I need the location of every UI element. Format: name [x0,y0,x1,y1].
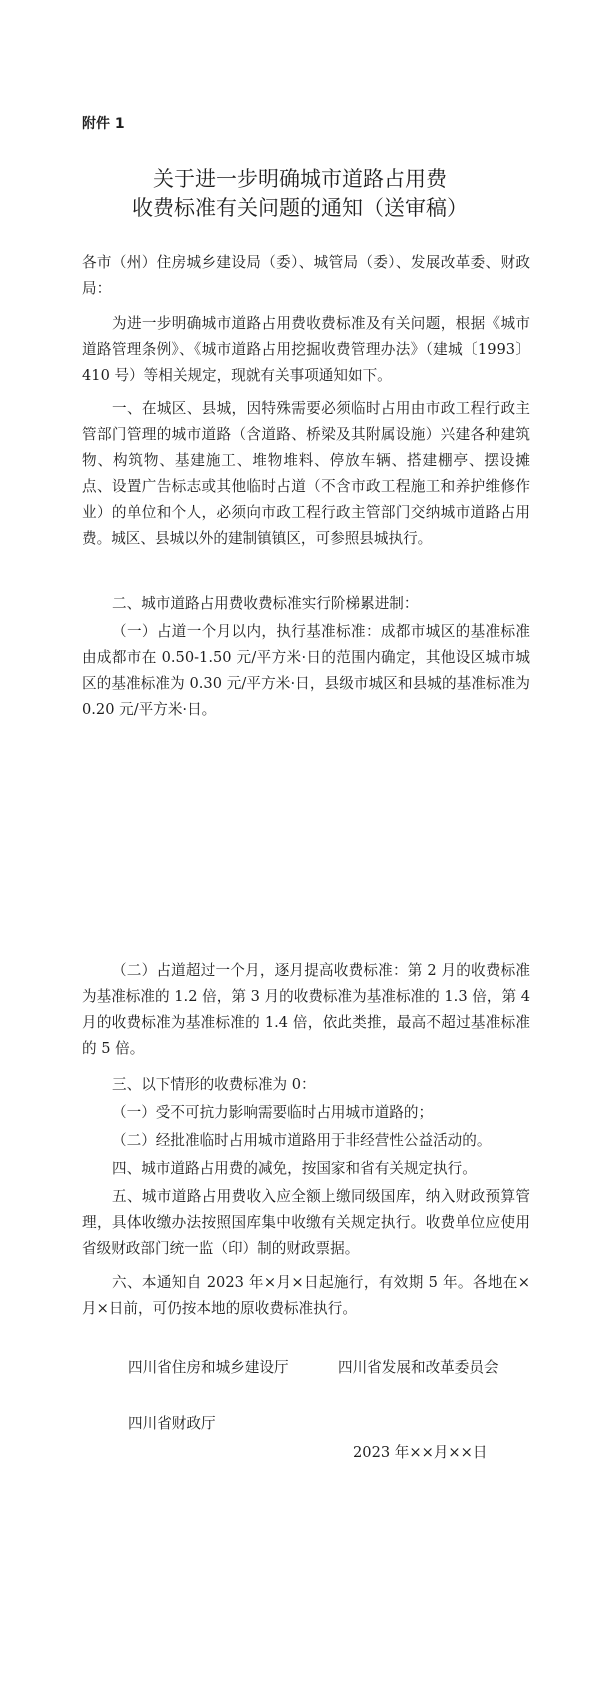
item-5-paragraph: 五、城市道路占用费收入应全额上缴同级国库，纳入财政预算管理，具体收缴办法按照国库集中收缴有关规定执行。收费单位应使用省级财政部门统一监（印）制的财政票据。 [82,1188,530,1257]
attachment-label: 附件 1 [82,116,125,132]
item-3-paragraph: 三、以下情形的收费标准为 0： [112,1076,316,1093]
item-6-paragraph: 六、本通知自 2023 年×月×日起施行，有效期 5 年。各地在×月×日前，可仍按本地的原收费标准执行。 [82,1274,530,1317]
intro-paragraph: 为进一步明确城市道路占用费收费标准及有关问题，根据《城市道路管理条例》、《城市道路占用挖掘收费管理办法》（建城〔1993〕410 号）等相关规定，现就有关事项通知如下。 [82,315,530,384]
signature-date: 2023 年××月××日 [353,1444,488,1461]
item-4-paragraph: 四、城市道路占用费的减免，按国家和省有关规定执行。 [112,1160,477,1177]
item-3-1-paragraph: （一）受不可抗力影响需要临时占用城市道路的； [112,1104,434,1121]
addressee: 各市（州）住房城乡建设局（委）、城管局（委）、发展改革委、财政局： [82,254,530,297]
item-1-paragraph: 一、在城区、县城，因特殊需要必须临时占用由市政工程行政主管部门管理的城市道路（含道路、桥梁及其附属设施）兴建各种建筑物、构筑物、基建施工、堆物堆料、停放车辆、搭建棚亭、摆设摊点、设置广告标志或其他临时占道（不含市政工程施工和养护维修作业）的单位和个人，必须向市政工程行政主管部门交纳城市道路占用费。城区、县城以外的建制镇镇区，可参照县城执行。 [82,400,530,547]
item-2-2-paragraph: （二）占道超过一个月，逐月提高收费标准：第 2 月的收费标准为基准标准的 1.2 倍，第 3 月的收费标准为基准标准的 1.3 倍，第 4 月的收费标准为基准标准的 1.4 倍，依此类推，最高不超过基准标准的 5 倍。 [82,962,530,1057]
signature-dept-housing: 四川省住房和城乡建设厅 [128,1359,289,1376]
item-3-2-paragraph: （二）经批准临时占用城市道路用于非经营性公益活动的。 [112,1132,492,1149]
signature-dept-development: 四川省发展和改革委员会 [338,1359,499,1376]
item-2-paragraph: 二、城市道路占用费收费标准实行阶梯累进制： [112,595,419,612]
document-title-line-2: 收费标准有关问题的通知（送审稿） [132,196,468,220]
item-2-1-paragraph: （一）占道一个月以内，执行基准标准：成都市城区的基准标准由成都市在 0.50-1.50 元/平方米·日的范围内确定，其他设区城市城区的基准标准为 0.30 元/平方米·日，县级市城区和县城的基准标准为 0.20 元/平方米·日。 [82,623,530,718]
document-title-line-1: 关于进一步明确城市道路占用费 [153,167,447,191]
signature-dept-finance: 四川省财政厅 [128,1415,216,1432]
